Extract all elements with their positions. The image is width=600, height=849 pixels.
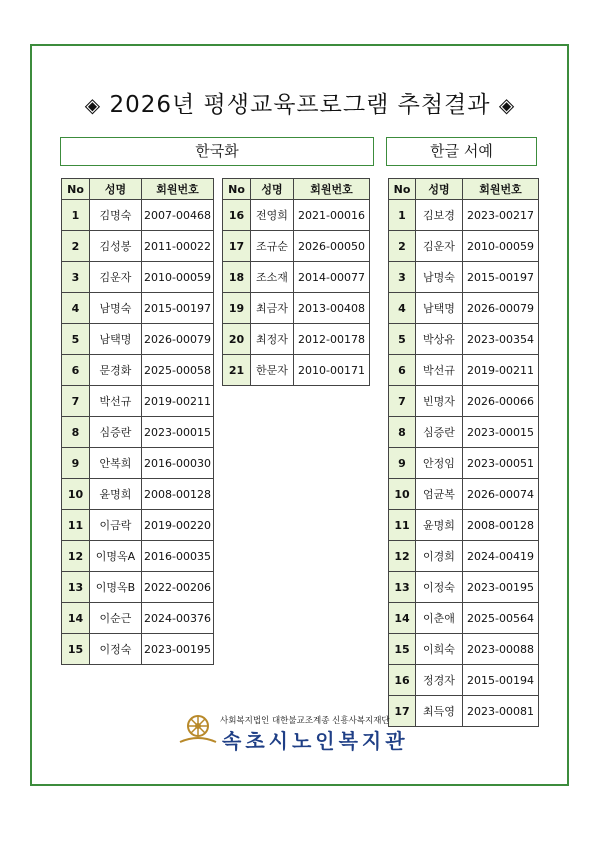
member-id: 2023-00015 [142, 417, 214, 448]
member-name: 안복희 [90, 448, 142, 479]
row-number: 15 [389, 634, 416, 665]
member-id: 2026-00079 [463, 293, 539, 324]
table-row [389, 293, 539, 324]
table-row [389, 355, 539, 386]
member-name: 박선규 [90, 386, 142, 417]
table-row [62, 479, 214, 510]
table-row [223, 293, 370, 324]
table-row [389, 417, 539, 448]
header-member-id: 회원번호 [142, 179, 214, 200]
organization-footer [178, 712, 428, 752]
calligraphy-table [388, 178, 539, 727]
member-name: 이경희 [416, 541, 463, 572]
member-id: 2012-00178 [294, 324, 370, 355]
member-id: 2023-00354 [463, 324, 539, 355]
member-name: 최정자 [251, 324, 294, 355]
member-id: 2016-00035 [142, 541, 214, 572]
page-title [0, 86, 600, 119]
member-name: 이희숙 [416, 634, 463, 665]
row-number: 12 [389, 541, 416, 572]
member-id: 2026-00074 [463, 479, 539, 510]
member-id: 2024-00419 [463, 541, 539, 572]
table-row [62, 541, 214, 572]
row-number: 14 [62, 603, 90, 634]
member-id: 2026-00050 [294, 231, 370, 262]
member-id: 2013-00408 [294, 293, 370, 324]
row-number: 7 [62, 386, 90, 417]
table-row [62, 231, 214, 262]
member-id: 2010-00059 [142, 262, 214, 293]
member-name: 정경자 [416, 665, 463, 696]
member-id: 2008-00128 [142, 479, 214, 510]
member-name: 윤명희 [416, 510, 463, 541]
row-number: 5 [62, 324, 90, 355]
header-name: 성명 [416, 179, 463, 200]
member-id: 2025-00564 [463, 603, 539, 634]
member-id: 2010-00171 [294, 355, 370, 386]
member-id: 2023-00195 [463, 572, 539, 603]
row-number: 4 [62, 293, 90, 324]
member-name: 이순근 [90, 603, 142, 634]
row-number: 6 [389, 355, 416, 386]
row-number: 12 [62, 541, 90, 572]
member-name: 윤명희 [90, 479, 142, 510]
table-header-row [223, 179, 370, 200]
member-id: 2026-00066 [463, 386, 539, 417]
table-row [389, 386, 539, 417]
member-name: 이명옥B [90, 572, 142, 603]
table-row [223, 262, 370, 293]
row-number: 9 [62, 448, 90, 479]
member-id: 2025-00058 [142, 355, 214, 386]
header-no: No [223, 179, 251, 200]
header-member-id: 회원번호 [463, 179, 539, 200]
member-name: 조소재 [251, 262, 294, 293]
member-name: 엄균복 [416, 479, 463, 510]
row-number: 19 [223, 293, 251, 324]
member-name: 김운자 [416, 231, 463, 262]
member-id: 2010-00059 [463, 231, 539, 262]
member-id: 2024-00376 [142, 603, 214, 634]
row-number: 18 [223, 262, 251, 293]
header-no: No [389, 179, 416, 200]
member-id: 2023-00195 [142, 634, 214, 665]
header-member-id: 회원번호 [294, 179, 370, 200]
row-number: 1 [389, 200, 416, 231]
table-row [62, 634, 214, 665]
table-row [389, 200, 539, 231]
row-number: 3 [62, 262, 90, 293]
table-row [389, 231, 539, 262]
dharma-wheel-emblem-icon [178, 712, 218, 748]
section-heading-korean-painting: 한국화 [60, 137, 374, 166]
member-id: 2016-00030 [142, 448, 214, 479]
table-header-row [389, 179, 539, 200]
member-id: 2022-00206 [142, 572, 214, 603]
table-row [62, 386, 214, 417]
member-id: 2007-00468 [142, 200, 214, 231]
row-number: 1 [62, 200, 90, 231]
header-name: 성명 [90, 179, 142, 200]
row-number: 4 [389, 293, 416, 324]
table-row [389, 541, 539, 572]
member-name: 남명숙 [90, 293, 142, 324]
member-name: 이정숙 [90, 634, 142, 665]
member-name: 문경화 [90, 355, 142, 386]
member-name: 빈명자 [416, 386, 463, 417]
member-id: 2023-00217 [463, 200, 539, 231]
row-number: 2 [389, 231, 416, 262]
member-id: 2015-00197 [463, 262, 539, 293]
row-number: 5 [389, 324, 416, 355]
table-row [62, 417, 214, 448]
row-number: 8 [62, 417, 90, 448]
member-name: 김성봉 [90, 231, 142, 262]
row-number: 21 [223, 355, 251, 386]
member-id: 2015-00197 [142, 293, 214, 324]
row-number: 10 [389, 479, 416, 510]
diamond-bullet-icon: ◈ [84, 93, 102, 117]
header-no: No [62, 179, 90, 200]
member-name: 심증란 [90, 417, 142, 448]
diamond-bullet-icon: ◈ [498, 93, 516, 117]
member-id: 2014-00077 [294, 262, 370, 293]
table-row [62, 262, 214, 293]
table-row [223, 231, 370, 262]
member-name: 김명숙 [90, 200, 142, 231]
member-id: 2019-00211 [142, 386, 214, 417]
member-id: 2023-00015 [463, 417, 539, 448]
table-row [389, 262, 539, 293]
row-number: 13 [62, 572, 90, 603]
row-number: 7 [389, 386, 416, 417]
member-id: 2019-00211 [463, 355, 539, 386]
member-name: 이춘애 [416, 603, 463, 634]
table-row [389, 324, 539, 355]
row-number: 20 [223, 324, 251, 355]
row-number: 2 [62, 231, 90, 262]
table-row [389, 479, 539, 510]
member-id: 2019-00220 [142, 510, 214, 541]
row-number: 11 [389, 510, 416, 541]
row-number: 13 [389, 572, 416, 603]
title-text: 2026년 평생교육프로그램 추첨결과 [109, 92, 491, 118]
table-row [62, 603, 214, 634]
table-row [389, 634, 539, 665]
table-header-row [62, 179, 214, 200]
member-name: 한문자 [251, 355, 294, 386]
member-name: 박상유 [416, 324, 463, 355]
table-row [389, 665, 539, 696]
row-number: 6 [62, 355, 90, 386]
row-number: 16 [223, 200, 251, 231]
member-name: 이금락 [90, 510, 142, 541]
table-row [62, 572, 214, 603]
table-row [389, 603, 539, 634]
row-number: 8 [389, 417, 416, 448]
member-name: 전영희 [251, 200, 294, 231]
row-number: 14 [389, 603, 416, 634]
row-number: 17 [389, 696, 416, 727]
table-row [62, 448, 214, 479]
member-id: 2021-00016 [294, 200, 370, 231]
table-row [389, 572, 539, 603]
row-number: 9 [389, 448, 416, 479]
table-row [223, 200, 370, 231]
table-row [389, 448, 539, 479]
member-name: 남택명 [90, 324, 142, 355]
header-name: 성명 [251, 179, 294, 200]
row-number: 15 [62, 634, 90, 665]
member-id: 2015-00194 [463, 665, 539, 696]
korean-painting-table-2 [222, 178, 370, 386]
table-row [62, 510, 214, 541]
section-heading-calligraphy: 한글 서예 [386, 137, 537, 166]
member-name: 이정숙 [416, 572, 463, 603]
row-number: 3 [389, 262, 416, 293]
member-name: 박선규 [416, 355, 463, 386]
member-id: 2023-00088 [463, 634, 539, 665]
member-id: 2026-00079 [142, 324, 214, 355]
member-name: 심증란 [416, 417, 463, 448]
table-row [62, 324, 214, 355]
table-row [62, 200, 214, 231]
member-name: 최득영 [416, 696, 463, 727]
table-row [389, 510, 539, 541]
organization-name: 속초시노인복지관 [222, 729, 409, 753]
member-name: 김보경 [416, 200, 463, 231]
foundation-name: 사회복지법인 대한불교조계종 신흥사복지재단 [220, 716, 390, 726]
member-name: 남명숙 [416, 262, 463, 293]
korean-painting-table-1 [61, 178, 214, 665]
table-row [223, 324, 370, 355]
member-id: 2023-00081 [463, 696, 539, 727]
member-name: 조규순 [251, 231, 294, 262]
member-name: 안정임 [416, 448, 463, 479]
member-id: 2011-00022 [142, 231, 214, 262]
table-row [223, 355, 370, 386]
member-name: 최금자 [251, 293, 294, 324]
table-row [62, 293, 214, 324]
row-number: 11 [62, 510, 90, 541]
table-row [62, 355, 214, 386]
member-name: 이명옥A [90, 541, 142, 572]
member-name: 김운자 [90, 262, 142, 293]
row-number: 10 [62, 479, 90, 510]
member-name: 남택명 [416, 293, 463, 324]
row-number: 16 [389, 665, 416, 696]
row-number: 17 [223, 231, 251, 262]
member-id: 2023-00051 [463, 448, 539, 479]
member-id: 2008-00128 [463, 510, 539, 541]
